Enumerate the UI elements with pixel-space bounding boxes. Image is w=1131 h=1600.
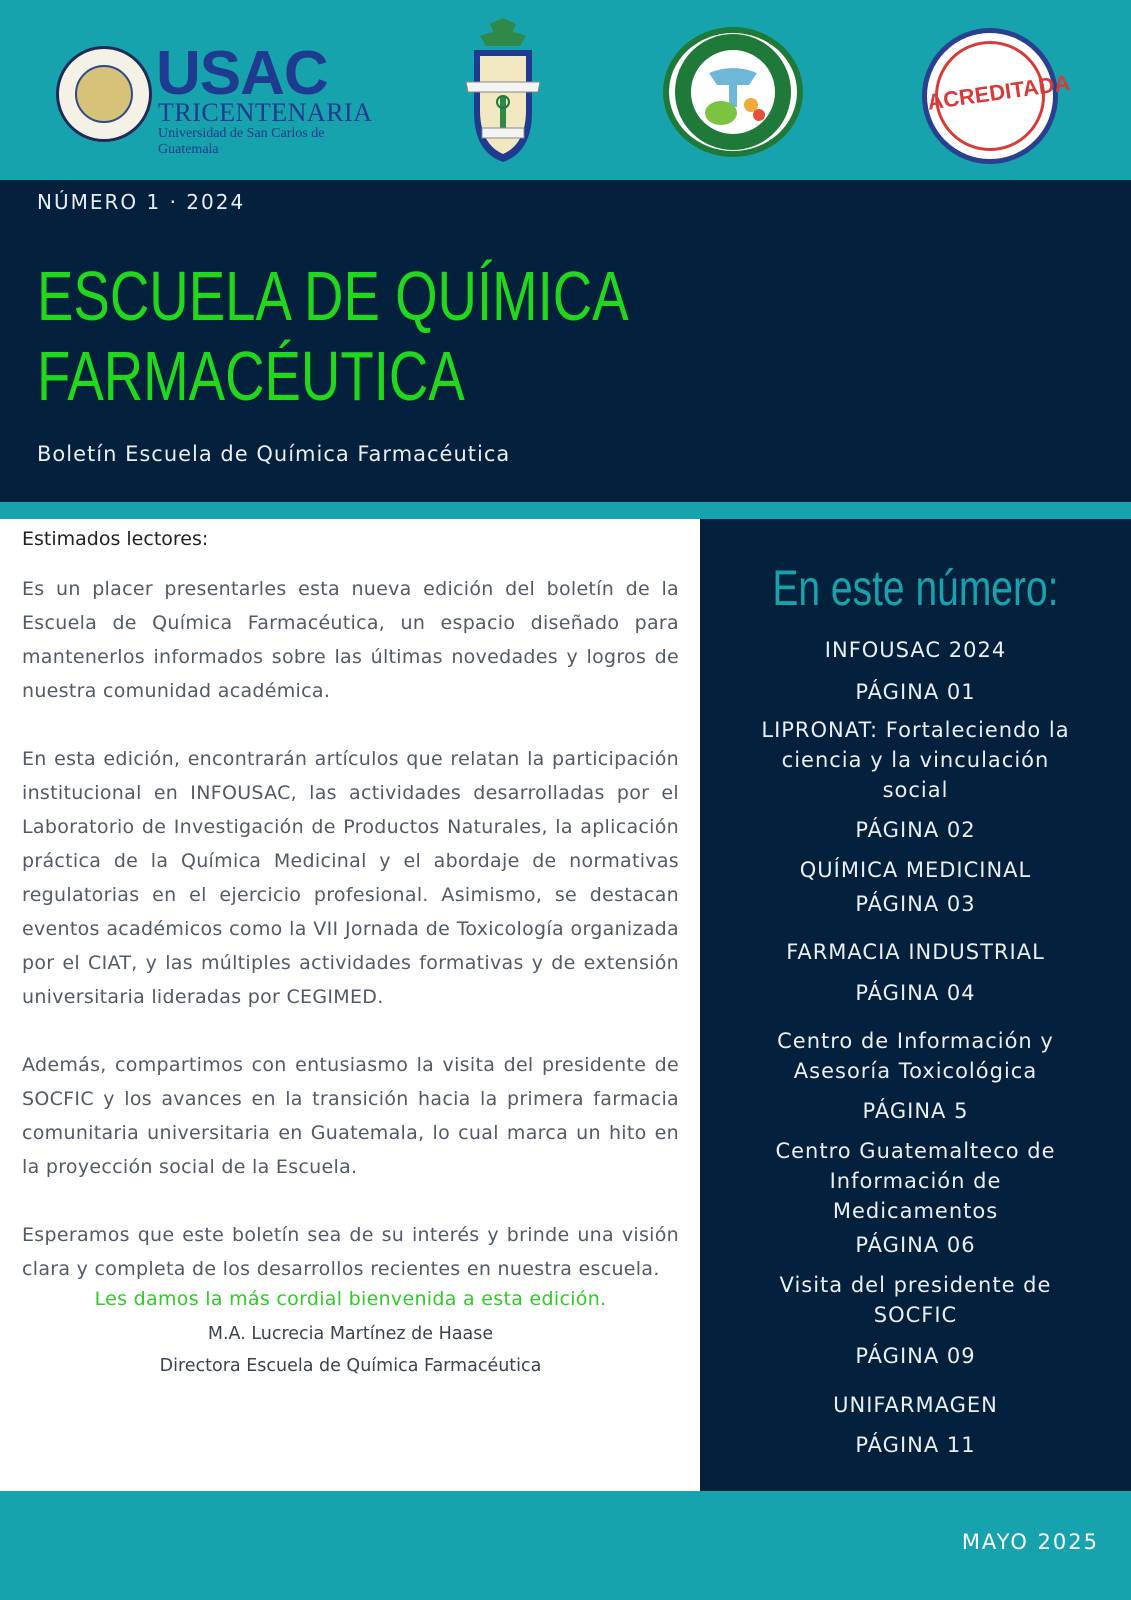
- sinaes-accreditation-icon: [922, 28, 1072, 164]
- toc-page[interactable]: PÁGINA 01: [855, 680, 976, 704]
- salutation: Estimados lectores:: [22, 528, 209, 550]
- letter-paragraph: Esperamos que este boletín sea de su interés y brinde una visión clara y completa de los desarrollos recientes en nuestra escuela.: [22, 1224, 679, 1280]
- toc-item-socfic-2[interactable]: SOCFIC: [873, 1303, 958, 1327]
- toc-item-farmacia-industrial[interactable]: FARMACIA INDUSTRIAL: [786, 940, 1045, 964]
- toc-page[interactable]: PÁGINA 11: [855, 1433, 976, 1457]
- toc-item-cegimed[interactable]: Centro Guatemalteco de: [775, 1139, 1056, 1163]
- toc-page[interactable]: PÁGINA 04: [855, 981, 976, 1005]
- signer-title: Directora Escuela de Química Farmacéutica: [159, 1356, 542, 1376]
- toc-page[interactable]: PÁGINA 06: [855, 1233, 976, 1257]
- usac-logo: [56, 39, 373, 157]
- signer-name: M.A. Lucrecia Martínez de Haase: [207, 1324, 494, 1344]
- letter-paragraph: En esta edición, encontrarán artículos que relatan la participación institucional en INFOUSAC, las actividades desarrolladas por el Laboratorio de Investigación de Productos Naturales, la aplicación práctica de la Química Medicinal y el abordaje de normativas regulatorias en el ejercicio profesional. Asimismo, se destacan eventos académicos como la VII Jornada de Toxicología organizada por el CIAT, y las múltiples actividades formativas y de extensión universitaria lideradas por CEGIMED.: [22, 748, 679, 1008]
- accreditation-label: ACREDITADA: [925, 69, 1072, 115]
- usac-tricentenaria: TRICENTENARIA: [158, 98, 373, 127]
- toc-item-ciat[interactable]: Centro de Información y: [777, 1029, 1054, 1053]
- toc-item-cegimed-3[interactable]: Medicamentos: [832, 1199, 999, 1223]
- toc-item-lipronat-3[interactable]: social: [882, 778, 949, 802]
- toc-page[interactable]: PÁGINA 5: [862, 1099, 969, 1123]
- toc-item-infousac[interactable]: INFOUSAC 2024: [824, 638, 1007, 662]
- title-line-1: ESCUELA DE QUÍMICA: [37, 257, 629, 335]
- welcome-line: Les damos la más cordial bienvenida a esta edición.: [94, 1288, 607, 1310]
- school-crest-icon: [460, 16, 546, 164]
- toc-page[interactable]: PÁGINA 02: [855, 818, 976, 842]
- title-line-2: FARMACÉUTICA: [37, 337, 465, 415]
- toc-heading: En este número:: [772, 560, 1059, 616]
- page-title: [37, 256, 739, 416]
- usac-wordmark: USAC: [156, 39, 328, 108]
- divider-strip: [0, 502, 1131, 519]
- toc-item-lipronat[interactable]: LIPRONAT: Fortaleciendo la: [761, 718, 1070, 742]
- issue-number: NÚMERO 1 · 2024: [37, 190, 246, 214]
- editor-letter: [22, 528, 679, 1382]
- toc-item-ciat-2[interactable]: Asesoría Toxicológica: [793, 1059, 1038, 1083]
- toc-item-unifarmagen[interactable]: UNIFARMAGEN: [833, 1393, 998, 1417]
- issue-date: MAYO 2025: [961, 1530, 1099, 1554]
- toc-item-socfic[interactable]: Visita del presidente de: [779, 1273, 1052, 1297]
- toc-item-cegimed-2[interactable]: Información de: [829, 1169, 1002, 1193]
- toc-sidebar: [700, 519, 1131, 1491]
- toc-page[interactable]: PÁGINA 09: [855, 1344, 976, 1368]
- subtitle: Boletín Escuela de Química Farmacéutica: [37, 442, 511, 466]
- letter-paragraph: Es un placer presentarles esta nueva edición del boletín de la Escuela de Química Farmacéutica, un espacio diseñado para mantenerlos informados sobre las últimas novedades y logros de nuestra comunidad académica.: [22, 578, 679, 702]
- toc-item-quimica-medicinal[interactable]: QUÍMICA MEDICINAL: [799, 858, 1032, 882]
- toc-item-lipronat-2[interactable]: ciencia y la vinculación: [781, 748, 1050, 772]
- usac-subtitle: Universidad de San Carlos de Guatemala: [158, 126, 325, 157]
- usac-seal-icon: [56, 46, 152, 142]
- eqf-logo-icon: [663, 27, 803, 157]
- toc-page[interactable]: PÁGINA 03: [855, 892, 976, 916]
- letter-paragraph: Además, compartimos con entusiasmo la visita del presidente de SOCFIC y los avances en la transición hacia la primera farmacia comunitaria universitaria en Guatemala, lo cual marca un hito en la proyección social de la Escuela.: [22, 1054, 679, 1178]
